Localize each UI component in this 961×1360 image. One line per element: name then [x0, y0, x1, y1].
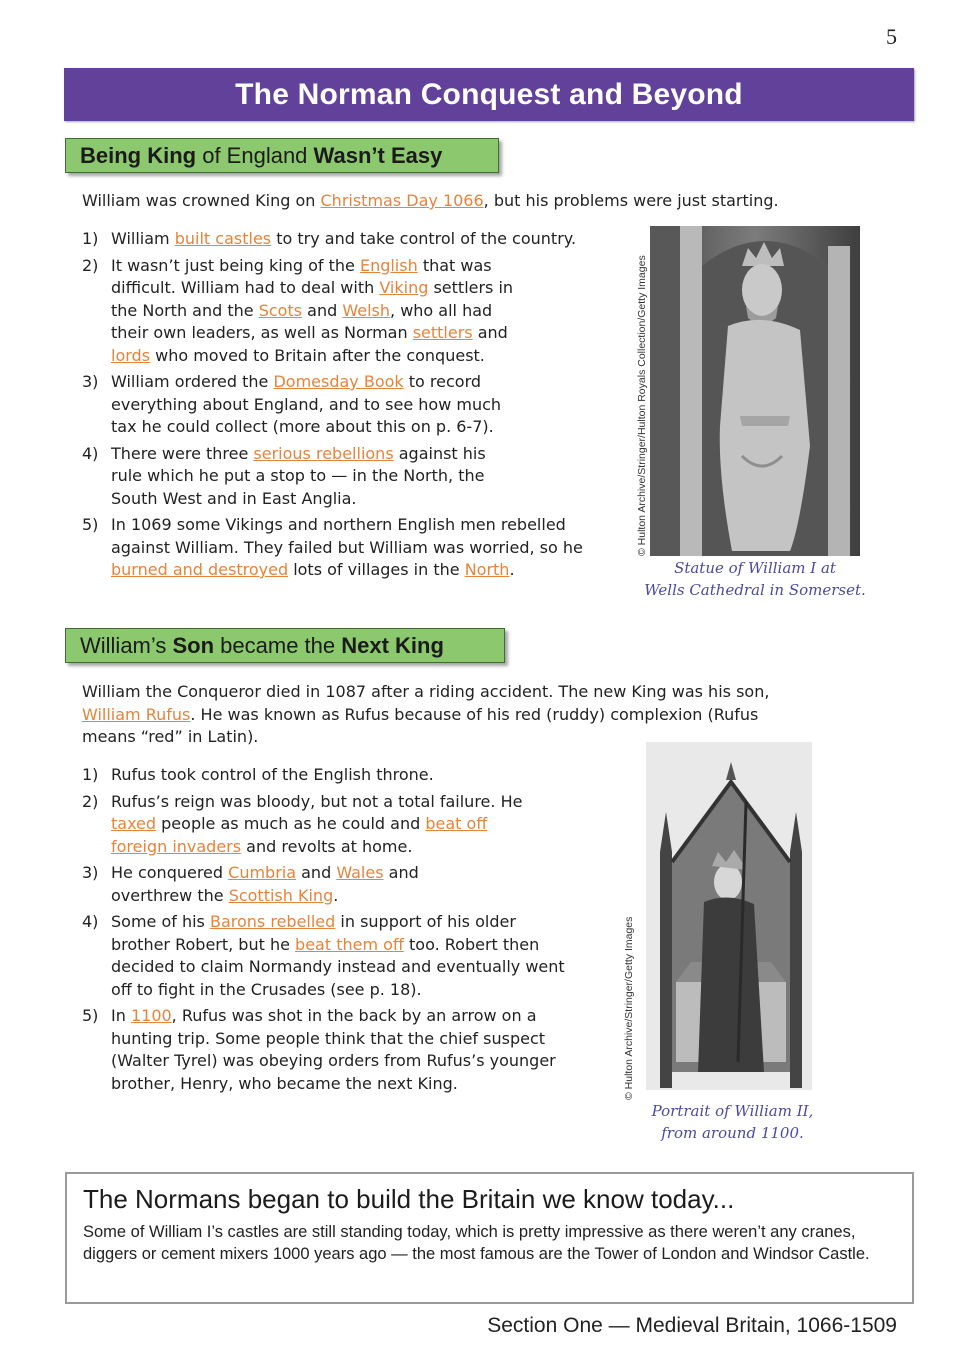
text: In — [111, 1006, 131, 1025]
text: . — [333, 885, 339, 905]
link-cumbria[interactable]: Cumbria — [228, 863, 297, 882]
text: William was crowned King on — [82, 191, 321, 210]
section1-intro — [82, 190, 802, 213]
heading-part: of England — [196, 142, 314, 168]
text: lots of villages in the — [288, 560, 465, 579]
statue-caption — [640, 557, 870, 601]
page-footer: Section One — Medieval Britain, 1066-1509 — [487, 1314, 897, 1337]
page-number: 5 — [886, 24, 897, 49]
list-item — [82, 443, 511, 511]
text: and overthrew the — [111, 863, 419, 905]
text: He conquered — [111, 863, 229, 882]
page-title: The Norman Conquest and Beyond — [235, 77, 743, 111]
heading-part: Son — [172, 632, 215, 658]
text: and — [296, 863, 337, 882]
list-item — [82, 1005, 581, 1095]
list-item — [82, 791, 541, 859]
text: In 1069 some Vikings and northern English men rebelled against William. They failed but William was worried, so he — [111, 515, 583, 557]
list-item — [82, 911, 571, 1001]
link-beat-them-off[interactable]: beat them off — [295, 934, 404, 954]
link-english[interactable]: English — [359, 255, 418, 275]
text: and revolts at home. — [241, 836, 413, 856]
link-christmas-day-1066[interactable]: Christmas Day 1066 — [320, 191, 484, 210]
heading-part: became the — [214, 632, 342, 658]
link-1100[interactable]: 1100 — [130, 1006, 172, 1025]
link-lords[interactable]: lords — [111, 345, 151, 365]
item-number: 4) — [82, 443, 99, 463]
portrait-caption — [620, 1100, 845, 1144]
text: William the Conqueror died in 1087 after a riding accident. The new King was his son, — [82, 682, 770, 701]
text: , Rufus was shot in the back by an arrow on a hunting trip. Some people think that the chief suspect (Walter Tyrel) was obeying orders from Rufus’s younger brother, Henry, who became the next King. — [111, 1006, 556, 1093]
link-beat-off-foreign-invaders[interactable]: beat off foreign invaders — [111, 814, 488, 856]
text: Some of his — [111, 912, 210, 931]
heading-part: Next King — [341, 632, 444, 658]
text: William ordered the — [111, 372, 274, 391]
list-item — [82, 228, 582, 251]
item-number: 3) — [82, 863, 99, 882]
list-item — [82, 371, 511, 439]
text: , who all had their own leaders, as well as Norman — [111, 300, 493, 342]
heading-part: Being King — [80, 142, 197, 168]
section1-list — [82, 228, 582, 586]
list-item — [82, 862, 421, 907]
item-number: 1) — [82, 229, 99, 248]
title-bar — [64, 68, 914, 121]
item-number: 4) — [82, 912, 99, 931]
summary-heading: The Normans began to build the Britain we know today... — [83, 1184, 735, 1214]
heading-part: William’s — [80, 632, 173, 658]
link-barons-rebelled[interactable]: Barons rebelled — [209, 912, 336, 931]
list-item — [82, 255, 521, 368]
link-domesday-book[interactable]: Domesday Book — [273, 372, 404, 391]
link-north[interactable]: North — [464, 560, 510, 579]
photo-credit: © Hulton Archive/Stringer/Getty Images — [623, 916, 635, 1100]
text: . He was known as Rufus because of his red (ruddy) complexion (Rufus means “red” in Latin). — [82, 704, 759, 746]
caption-line: from around 1100. — [661, 1124, 804, 1142]
link-settlers[interactable]: settlers — [412, 323, 473, 342]
list-item — [82, 514, 601, 582]
link-viking[interactable]: Viking — [379, 278, 429, 297]
item-number: 5) — [82, 515, 99, 534]
text: in support of his older brother Robert, but he — [111, 912, 516, 954]
text: William — [111, 229, 175, 248]
text: against his rule which he put a stop to — in the North, the South West and in East Anglia. — [111, 443, 486, 508]
caption-line: Statue of William I at — [674, 559, 836, 577]
link-scots[interactable]: Scots — [258, 300, 303, 320]
link-wales[interactable]: Wales — [336, 863, 384, 882]
photo-credit: © Hulton Archive/Stringer/Hulton Royals Collection/Getty Images — [636, 255, 648, 556]
item-number: 1) — [82, 765, 99, 784]
section2-list — [82, 764, 565, 1099]
section2-intro — [82, 681, 802, 749]
link-welsh[interactable]: Welsh — [342, 300, 391, 320]
statue-of-william-i-photo — [650, 226, 860, 556]
statue-image-icon — [650, 226, 860, 556]
text: settlers in the North and the — [111, 278, 514, 320]
summary-box — [65, 1172, 914, 1304]
link-william-rufus[interactable]: William Rufus — [82, 704, 191, 724]
list-item — [82, 764, 562, 787]
text: to record everything about England, and to see how much tax he could collect (more about this on p. 6-7). — [111, 372, 502, 436]
link-built-castles[interactable]: built castles — [174, 229, 272, 248]
text: Rufus’s reign was bloody, but not a total failure. He — [111, 791, 523, 811]
item-number: 2) — [82, 791, 99, 811]
portrait-of-william-ii — [646, 742, 812, 1090]
text: . — [509, 560, 515, 579]
text: that was difficult. William had to deal with — [111, 255, 492, 297]
item-number: 2) — [82, 255, 99, 275]
caption-line: Wells Cathedral in Somerset. — [644, 581, 866, 599]
summary-body: Some of William I’s castles are still standing today, which is pretty impressive as there weren’t any cranes, diggers or cement mixers 1000 years ago — the most famous are the Tower of London and Windsor Castle. — [83, 1223, 870, 1263]
text: There were three — [111, 443, 254, 463]
text: too. Robert then decided to claim Normandy instead and eventually went off to fight in the Crusades (see p. 18). — [111, 934, 565, 999]
item-number: 3) — [82, 372, 99, 391]
text: , but his problems were just starting. — [483, 191, 779, 210]
portrait-image-icon — [646, 742, 812, 1090]
section-heading-being-king — [65, 138, 499, 173]
link-scottish-king[interactable]: Scottish King — [228, 885, 334, 905]
text: Rufus took control of the English throne. — [111, 765, 434, 784]
text: to try and take control of the country. — [271, 229, 577, 248]
caption-line: Portrait of William II, — [651, 1102, 814, 1120]
text: and — [472, 323, 508, 342]
text: It wasn’t just being king of the — [111, 255, 360, 275]
link-serious-rebellions[interactable]: serious rebellions — [253, 443, 394, 463]
heading-part: Wasn’t Easy — [313, 142, 443, 168]
text: and — [302, 300, 343, 320]
text: people as much as he could and — [156, 814, 426, 833]
text: who moved to Britain after the conquest. — [150, 345, 485, 365]
link-taxed[interactable]: taxed — [111, 814, 157, 833]
link-burned-and-destroyed[interactable]: burned and destroyed — [111, 560, 289, 579]
item-number: 5) — [82, 1006, 99, 1025]
section-heading-williams-son — [65, 628, 505, 663]
